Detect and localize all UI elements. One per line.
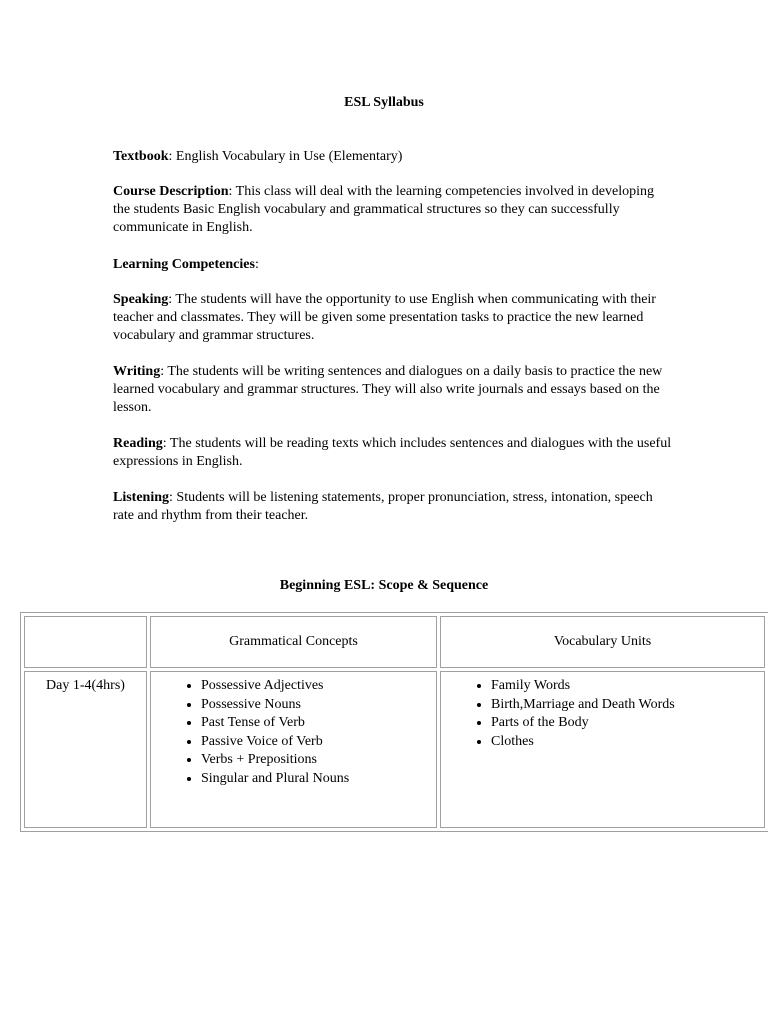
- scope-sequence-table: [20, 612, 768, 832]
- list-item: • Possessive Adjectives: [201, 677, 436, 696]
- listening-text: : Students will be listening statements, proper pronunciation, stress, intonation, speech rate and rhythm from their teacher.: [113, 490, 653, 523]
- vocabulary-list: [441, 677, 764, 751]
- header-cell-day: [24, 616, 147, 668]
- writing-label: Writing: [113, 364, 161, 379]
- grammar-list: [151, 677, 436, 788]
- speaking-text: : The students will have the opportunity to use English when communicating with their teacher and classmates. They will be given some presentation tasks to practice the new learned vocabulary and grammar structures.: [113, 292, 656, 343]
- writing-text: : The students will be writing sentences and dialogues on a daily basis to practice the new learned vocabulary and grammar structures. They will also write journals and essays based on the lesson.: [113, 364, 663, 415]
- speaking-label: Speaking: [113, 292, 169, 307]
- vocabulary-cell: [440, 671, 765, 828]
- course-description-text: : This class will deal with the learning competencies involved in developing the students Basic English vocabulary and grammatical structures so they can successfully communicate in English.: [113, 184, 654, 235]
- listening-label: Listening: [113, 490, 170, 505]
- table-row: [24, 671, 765, 828]
- listening-paragraph: [113, 489, 673, 525]
- textbook-text: : English Vocabulary in Use (Elementary): [168, 149, 403, 164]
- learning-competencies-heading: [113, 256, 673, 274]
- list-item: • Family Words: [491, 677, 764, 696]
- learning-competencies-label: Learning Competencies: [113, 257, 255, 272]
- list-item: • Past Tense of Verb: [201, 714, 436, 733]
- header-cell-vocabulary: Vocabulary Units: [440, 616, 765, 668]
- scope-sequence-title: Beginning ESL: Scope & Sequence: [279, 578, 489, 593]
- list-item: • Clothes: [491, 733, 764, 752]
- course-description-paragraph: [113, 183, 673, 237]
- list-item: • Passive Voice of Verb: [201, 733, 436, 752]
- reading-text: : The students will be reading texts which includes sentences and dialogues with the useful expressions in English.: [113, 436, 672, 469]
- list-item: • Verbs + Prepositions: [201, 751, 436, 770]
- page-title: ESL Syllabus: [344, 95, 424, 110]
- learning-competencies-text: :: [254, 257, 259, 272]
- day-cell: Day 1-4(4hrs): [24, 671, 147, 828]
- writing-paragraph: [113, 363, 673, 417]
- list-item: • Parts of the Body: [491, 714, 764, 733]
- reading-paragraph: [113, 435, 673, 471]
- textbook-paragraph: [113, 148, 673, 166]
- list-item: • Birth,Marriage and Death Words: [491, 696, 764, 715]
- course-description-label: Course Description: [113, 184, 229, 199]
- speaking-paragraph: [113, 291, 673, 345]
- list-item: • Possessive Nouns: [201, 696, 436, 715]
- textbook-label: Textbook: [113, 149, 169, 164]
- header-cell-grammar: Grammatical Concepts: [150, 616, 437, 668]
- grammar-cell: [150, 671, 437, 828]
- reading-label: Reading: [113, 436, 163, 451]
- table-header-row: [24, 616, 765, 668]
- list-item: • Singular and Plural Nouns: [201, 770, 436, 789]
